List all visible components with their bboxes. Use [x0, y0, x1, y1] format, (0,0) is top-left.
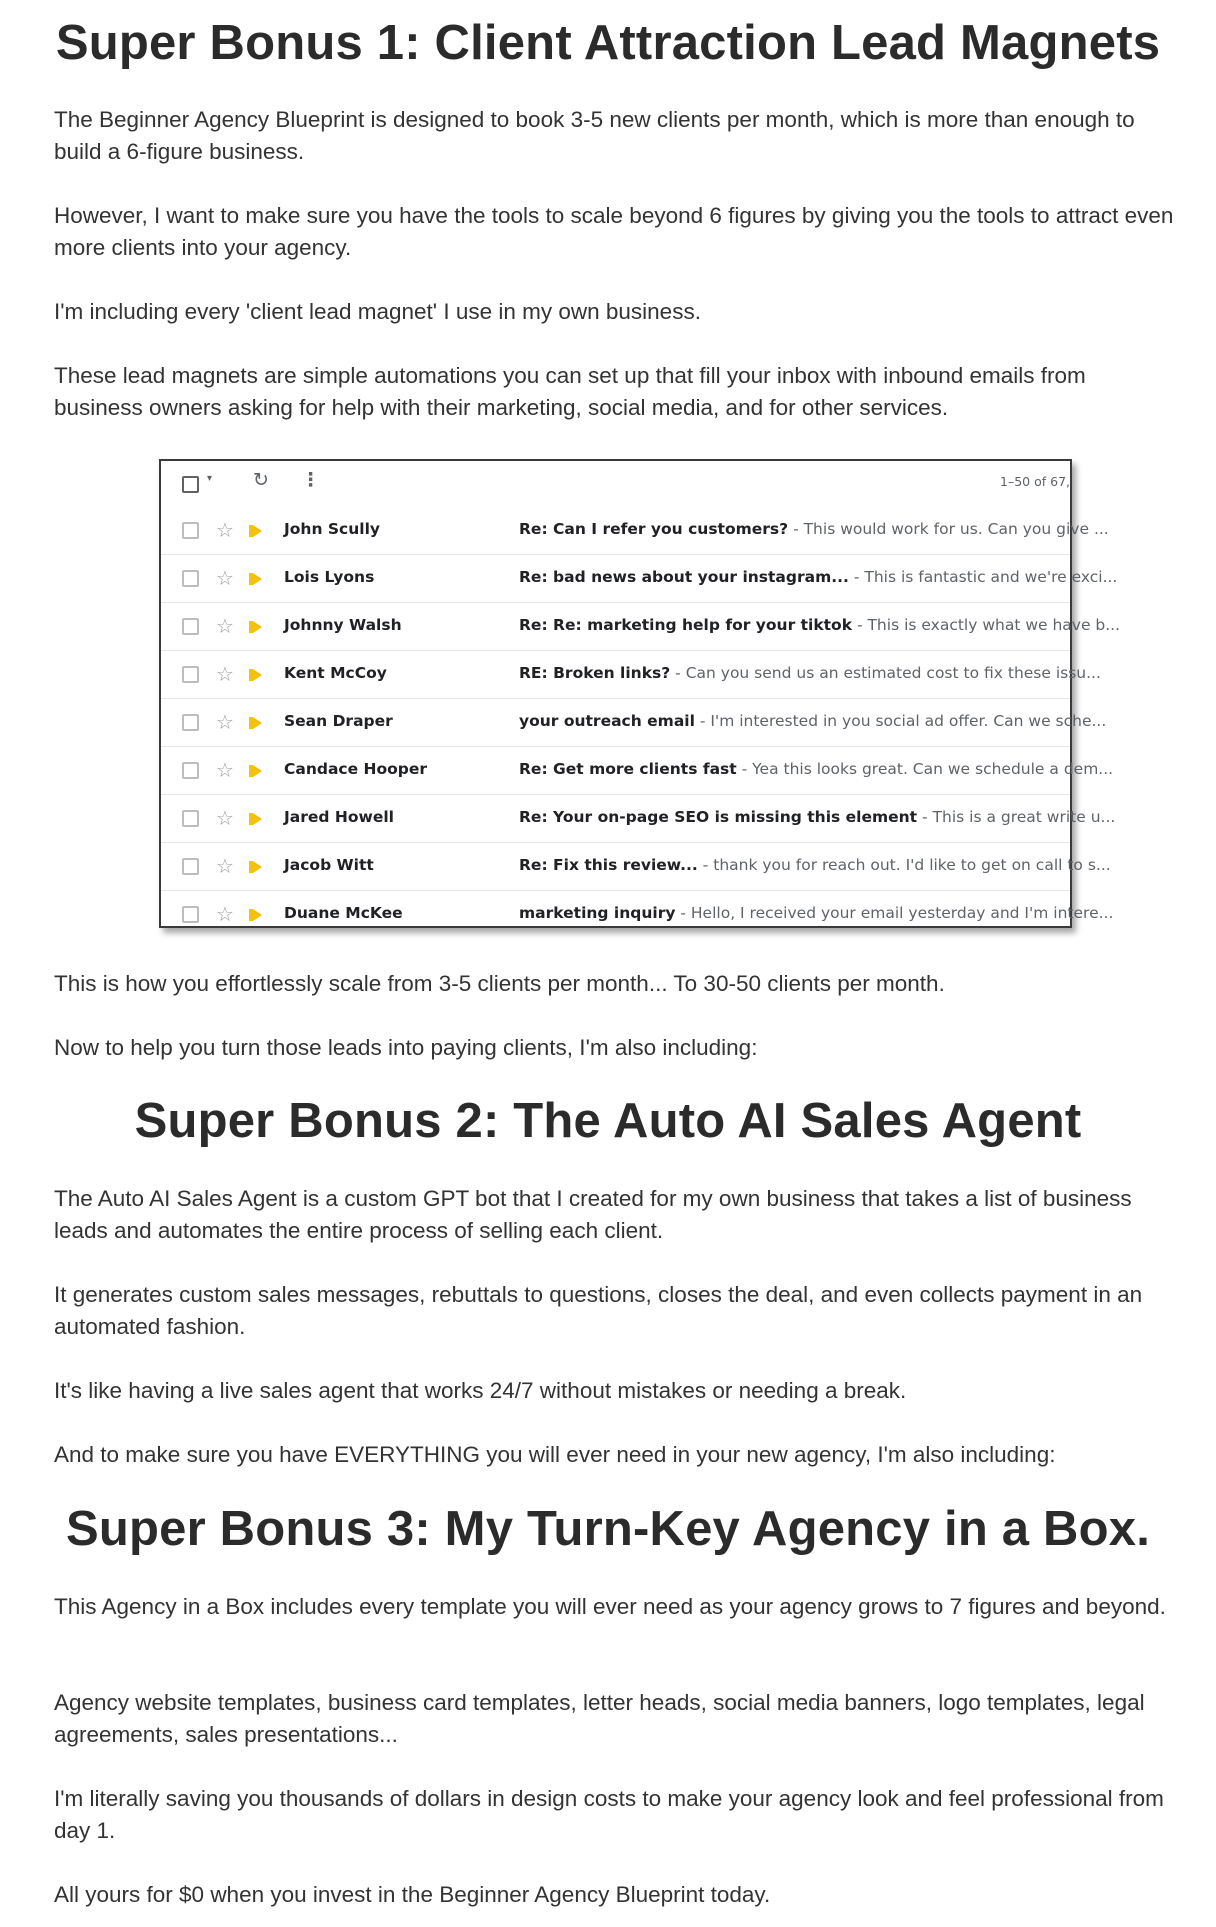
after-inbox-paragraph-2: Now to help you turn those leads into paying clients, I'm also including: — [54, 1035, 758, 1060]
email-snippet: This is fantastic and we're exci... — [864, 568, 1118, 586]
bonus2-paragraph-1: The Auto AI Sales Agent is a custom GPT bot that I created for my own business that takes a list of business leads and automates the entire process of selling each client. — [54, 1186, 1132, 1243]
star-icon[interactable]: ☆ — [216, 758, 234, 782]
more-vert-icon[interactable]: ⋮ — [301, 469, 320, 491]
bonus1-paragraph-1: The Beginner Agency Blueprint is designed to book 3-5 new clients per month, which is more than enough to build a 6-figure business. — [54, 107, 1135, 164]
message-count: 1–50 of 67, — [1000, 474, 1070, 489]
email-row[interactable] — [161, 891, 1114, 938]
email-sender: Duane McKee — [284, 904, 403, 922]
bonus1-paragraph-4: These lead magnets are simple automations you can set up that fill your inbox with inbound emails from business owners asking for help with their marketing, social media, and for other services. — [54, 363, 1086, 420]
row-checkbox[interactable] — [182, 858, 199, 875]
email-sender: Kent McCoy — [284, 664, 387, 682]
after-inbox-paragraph-1: This is how you effortlessly scale from 3-5 clients per month... To 30-50 clients per month. — [54, 971, 945, 996]
email-sender: Jared Howell — [284, 808, 394, 826]
bonus3-paragraph-2: Agency website templates, business card templates, letter heads, social media banners, logo templates, legal agreements, sales presentations... — [54, 1690, 1145, 1747]
bonus3-paragraph-3: I'm literally saving you thousands of dollars in design costs to make your agency look and feel professional from day 1. — [54, 1786, 1164, 1843]
email-preview — [519, 664, 1101, 682]
bonus2-paragraph-2: It generates custom sales messages, rebuttals to questions, closes the deal, and even collects payment in an automated fashion. — [54, 1282, 1143, 1339]
row-checkbox[interactable] — [182, 570, 199, 587]
email-preview — [519, 808, 1116, 826]
email-preview — [519, 712, 1107, 730]
email-snippet: This would work for us. Can you give ... — [803, 520, 1109, 538]
email-subject: Re: Your on-page SEO is missing this element — [519, 808, 918, 826]
star-icon[interactable]: ☆ — [216, 518, 234, 542]
row-checkbox[interactable] — [182, 762, 199, 779]
email-snippet: Yea this looks great. Can we schedule a dem... — [752, 760, 1114, 778]
email-separator: - — [788, 520, 804, 538]
star-icon[interactable]: ☆ — [216, 806, 234, 830]
email-subject: Re: Get more clients fast — [519, 760, 737, 778]
row-checkbox[interactable] — [182, 522, 199, 539]
email-preview — [519, 904, 1114, 922]
email-sender: Candace Hooper — [284, 760, 428, 778]
email-preview — [519, 520, 1109, 538]
email-row[interactable] — [161, 555, 1118, 603]
inbox-screenshot — [159, 459, 1121, 928]
bonus1-paragraph-2: However, I want to make sure you have the tools to scale beyond 6 figures by giving you the tools to attract even more clients into your agency. — [54, 203, 1174, 260]
email-preview — [519, 616, 1121, 634]
email-separator: - — [848, 568, 865, 586]
email-snippet: Hello, I received your email yesterday and I'm intere... — [690, 904, 1114, 922]
email-sender: Johnny Walsh — [284, 616, 402, 634]
email-preview — [519, 760, 1114, 778]
bonus1-heading: Super Bonus 1: Client Attraction Lead Magnets — [55, 16, 1161, 70]
email-subject: Re: Re: marketing help for your tiktok — [519, 616, 853, 634]
bonus3-paragraph-4: All yours for $0 when you invest in the Beginner Agency Blueprint today. — [54, 1882, 771, 1907]
email-subject: RE: Broken links? — [519, 664, 671, 682]
email-separator: - — [917, 808, 933, 826]
importance-marker-icon[interactable] — [253, 717, 262, 729]
bonus2-heading: Super Bonus 2: The Auto AI Sales Agent — [134, 1094, 1082, 1148]
row-checkbox[interactable] — [182, 810, 199, 827]
star-icon[interactable]: ☆ — [216, 566, 234, 590]
email-subject: your outreach email — [519, 712, 695, 730]
star-icon[interactable]: ☆ — [216, 662, 234, 686]
bonus2-paragraph-3: It's like having a live sales agent that works 24/7 without mistakes or needing a break. — [54, 1378, 907, 1403]
star-icon[interactable]: ☆ — [216, 902, 234, 926]
importance-marker-icon[interactable] — [253, 573, 262, 585]
email-row[interactable] — [161, 651, 1101, 699]
email-row[interactable] — [161, 795, 1116, 843]
email-separator: - — [675, 904, 691, 922]
bonus3-heading: Super Bonus 3: My Turn-Key Agency in a Box. — [65, 1502, 1151, 1556]
importance-marker-icon[interactable] — [253, 621, 262, 633]
star-icon[interactable]: ☆ — [216, 854, 234, 878]
checkbox-icon[interactable] — [182, 476, 199, 493]
importance-marker-icon[interactable] — [253, 861, 262, 873]
email-snippet: Can you send us an estimated cost to fix these issu... — [685, 664, 1101, 682]
email-subject: marketing inquiry — [519, 904, 676, 922]
email-separator: - — [694, 712, 711, 730]
row-checkbox[interactable] — [182, 666, 199, 683]
bonus2-paragraph-4: And to make sure you have EVERYTHING you will ever need in your new agency, I'm also including: — [54, 1442, 1056, 1467]
email-row[interactable] — [161, 747, 1114, 795]
importance-marker-icon[interactable] — [253, 525, 262, 537]
refresh-icon[interactable]: ↻ — [253, 469, 269, 491]
email-snippet: thank you for reach out. I'd like to get on call to s... — [713, 856, 1111, 874]
email-separator: - — [670, 664, 686, 682]
email-row[interactable] — [161, 507, 1109, 555]
email-subject: Re: bad news about your instagram... — [519, 568, 849, 586]
email-list — [161, 507, 1121, 938]
star-icon[interactable]: ☆ — [216, 614, 234, 638]
email-row[interactable] — [161, 843, 1111, 891]
email-preview — [519, 856, 1111, 874]
bonus3-paragraph-1: This Agency in a Box includes every template you will ever need as your agency grows to 7 figures and beyond. — [54, 1594, 1166, 1619]
importance-marker-icon[interactable] — [253, 765, 262, 777]
row-checkbox[interactable] — [182, 714, 199, 731]
email-subject: Re: Can I refer you customers? — [519, 520, 789, 538]
row-checkbox[interactable] — [182, 906, 199, 923]
email-sender: John Scully — [284, 520, 380, 538]
email-separator: - — [852, 616, 868, 634]
email-snippet: This is exactly what we have b... — [867, 616, 1121, 634]
importance-marker-icon[interactable] — [253, 813, 262, 825]
email-snippet: I'm interested in you social ad offer. Can we sche... — [710, 712, 1107, 730]
importance-marker-icon[interactable] — [253, 669, 262, 681]
email-row[interactable] — [161, 603, 1121, 651]
email-sender: Lois Lyons — [284, 568, 375, 586]
row-checkbox[interactable] — [182, 618, 199, 635]
email-sender: Sean Draper — [284, 712, 393, 730]
email-preview — [519, 568, 1118, 586]
email-row[interactable] — [161, 699, 1107, 747]
bonus1-paragraph-3: I'm including every 'client lead magnet' I use in my own business. — [54, 299, 701, 324]
importance-marker-icon[interactable] — [253, 909, 262, 921]
caret-down-icon[interactable]: ▾ — [207, 473, 213, 484]
star-icon[interactable]: ☆ — [216, 710, 234, 734]
inbox-toolbar — [161, 461, 1070, 507]
email-separator: - — [736, 760, 753, 778]
email-separator: - — [697, 856, 714, 874]
email-snippet: This is a great write u... — [932, 808, 1116, 826]
email-subject: Re: Fix this review... — [519, 856, 698, 874]
email-sender: Jacob Witt — [284, 856, 374, 874]
